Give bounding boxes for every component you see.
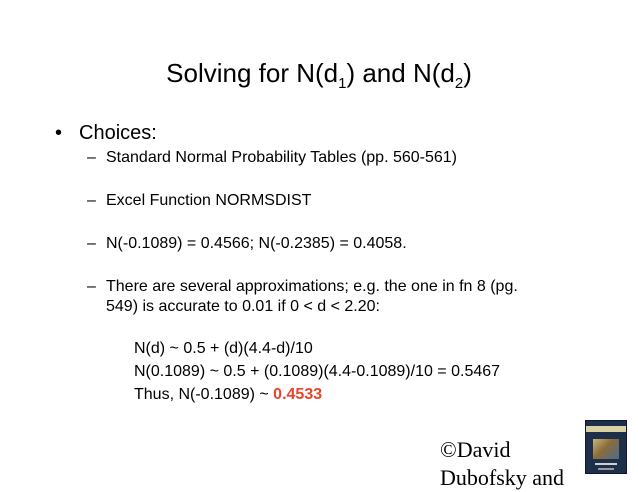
title-part-3: ) [463,58,472,88]
book-cover-icon [585,420,627,474]
book-line [598,468,614,470]
bullet-label: Choices: [79,122,157,144]
formula-conclusion-prefix: Thus, N(-0.1089) ~ [134,386,274,403]
dash-icon: – [87,192,96,209]
dash-icon: – [87,235,96,252]
bullet-choices [55,121,157,145]
sub-item-text-line-2: 549) is accurate to 0.01 if 0 < d < 2.20: [106,298,380,315]
book-art [593,439,619,459]
formula-general: N(d) ~ 0.5 + (d)(4.4-d)/10 [134,340,313,357]
formula-example: N(0.1089) ~ 0.5 + (0.1089)(4.4-0.1089)/10 = 0.5467 [134,363,501,380]
footer-line-1: ©David [440,437,511,462]
book-band [586,426,626,432]
sub-item-text: Excel Function NORMSDIST [106,192,312,209]
footer-line-2: Dubofsky and [440,465,565,490]
sub-item-text: N(-0.1089) = 0.4566; N(-0.2385) = 0.4058. [106,235,407,252]
formula-conclusion [134,385,322,405]
title-subscript-2: 2 [454,75,464,92]
sub-item-text-line-1: There are several approximations; e.g. the one in fn 8 (pg. [106,278,518,295]
dash-icon: – [87,278,96,295]
formula-result: 0.4533 [273,386,323,403]
sub-item-text: Standard Normal Probability Tables (pp. 560-561) [106,149,458,166]
dash-icon: – [87,149,96,166]
footer-copyright [440,436,564,492]
bullet-dot-icon: • [55,122,63,144]
title-subscript-1: 1 [338,75,347,92]
title-part-2: ) and N(d [346,58,455,88]
book-line [595,463,617,465]
title-part-1: Solving for N(d [166,58,339,88]
slide-title [0,56,638,90]
